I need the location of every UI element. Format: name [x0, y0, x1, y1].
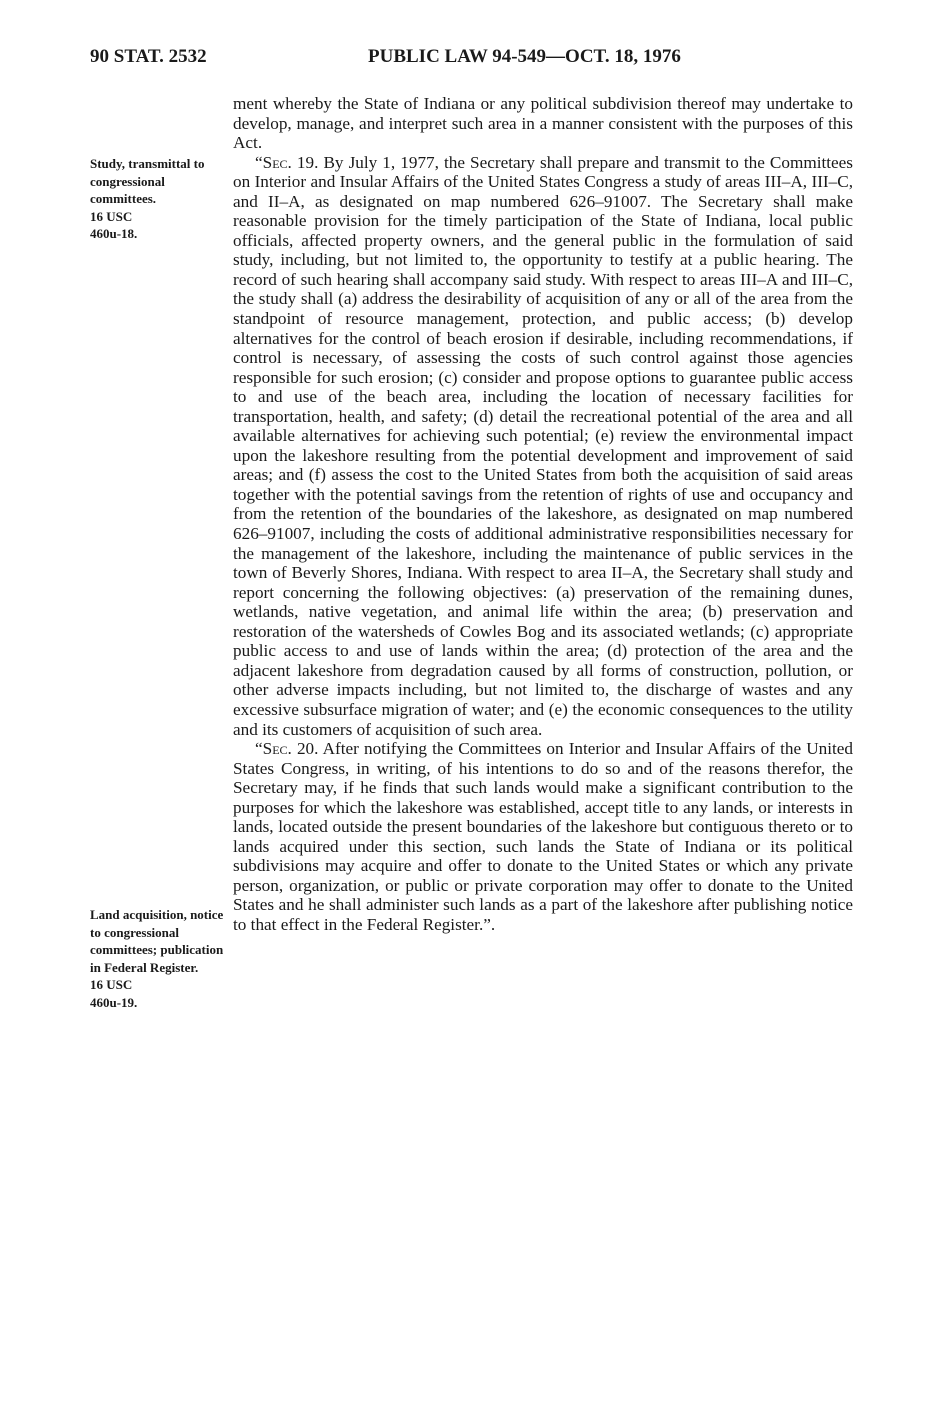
section-20-text: After notifying the Committees on Interior and Insular Affairs of the United States Congress, in writing, of his intentions to do so and of the reasons therefor, the Secretary may, if he finds that such lands would make a significant contribution to the purposes for which the lakeshore was established, accept title to any lands, or interests in lands, located outside the present boundaries of the lakeshore but contiguous thereto or to lands acquired under this section, such lands the State of Indiana or its political subdivisions may acquire and offer to donate to the United States or which any private person, organization, or public or private corporation may offer to donate to the United States and he shall administer such lands as a part of the lakeshore after publishing notice to that effect in the Federal Register.”. [233, 739, 853, 934]
open-quote: “ [255, 739, 263, 759]
margin-note-citation: 16 USC [90, 977, 133, 992]
margin-note-sec19 [90, 155, 225, 243]
continuation-paragraph: ment whereby the State of Indiana or any political subdivision thereof may undertake to develop, manage, and interpret such area in a manner consistent with the purposes of this Act. [233, 94, 853, 153]
margin-note-text: Study, transmittal to congressional committees. [90, 156, 205, 206]
section-19-label: Sec. 19. [262, 152, 319, 172]
margin-note-sec20 [90, 906, 225, 1011]
margin-note-citation-section: 460u-19. [90, 994, 138, 1010]
public-law-title: PUBLIC LAW 94-549—OCT. 18, 1976 [368, 46, 681, 67]
section-20-label: Sec. 20. [262, 739, 319, 759]
open-quote: “ [255, 152, 263, 172]
statute-body [233, 94, 853, 935]
page-header [90, 46, 860, 76]
margin-note-text: Land acquisition, notice to congressional committees; publication in Federal Register. [90, 907, 224, 975]
section-19-text: By July 1, 1977, the Secretary shall prepare and transmit to the Committees on Interior and Insular Affairs of the United States Congress a study of areas III–A, III–C, and II–A, as designated on map numbered 626–91007. The Secretary shall make reasonable provision for the timely participation of the State of Indiana, local public officials, affected property owners, and the general public in the formulation of said study, including, but not limited to, the opportunity to testify at a public hearing. The record of such hearing shall accompany said study. With respect to areas III–A and III–C, the study shall (a) address the desirability of acquisition of any or all of the area from the standpoint of resource management, protection, and public access; (b) develop alternatives for the control of beach erosion if desirable, including recommendations, if control is necessary, of assessing the costs of such control against those agencies responsible for such erosion; (c) consider and propose options to guarantee public access to and use of the beach area, including the location of necessary facilities for transportation, health, and safety; (d) detail the recreational potential of the area and all available alternatives for achieving such potential; (e) review the environmental impact upon the lakeshore resulting from the potential development and improvement of said areas; and (f) assess the cost to the United States from both the acquisition of said areas together with the potential savings from the retention of rights of use and occupancy and from the retention of the boundaries of the lakeshore, as designated on map numbered 626–91007, including the costs of additional administrative responsibilities necessary for the management of the lakeshore, including the maintenance of public services in the town of Beverly Shores, Indiana. With respect to area II–A, the Secretary shall study and report concerning the following objectives: (a) preservation of the remaining dunes, wetlands, native vegetation, and animal life within the area; (b) preservation and restoration of the watersheds of Cowles Bog and its associated wetlands; (c) appropriate public access to and use of lands within the area; (d) protection of the area and the adjacent lakeshore from degradation caused by all forms of construction, pollution, or other adverse impacts including, but not limited to, the discharge of wastes and any excessive subsurface migration of water; and (e) the economic consequences to the utility and its customers of acquisition of such area. [233, 152, 853, 739]
statute-page-ref: 90 STAT. 2532 [90, 46, 207, 67]
section-19-paragraph [233, 153, 853, 739]
margin-note-citation-section: 460u-18. [90, 226, 138, 241]
section-20-paragraph [233, 739, 853, 934]
margin-note-citation: 16 USC [90, 208, 133, 224]
